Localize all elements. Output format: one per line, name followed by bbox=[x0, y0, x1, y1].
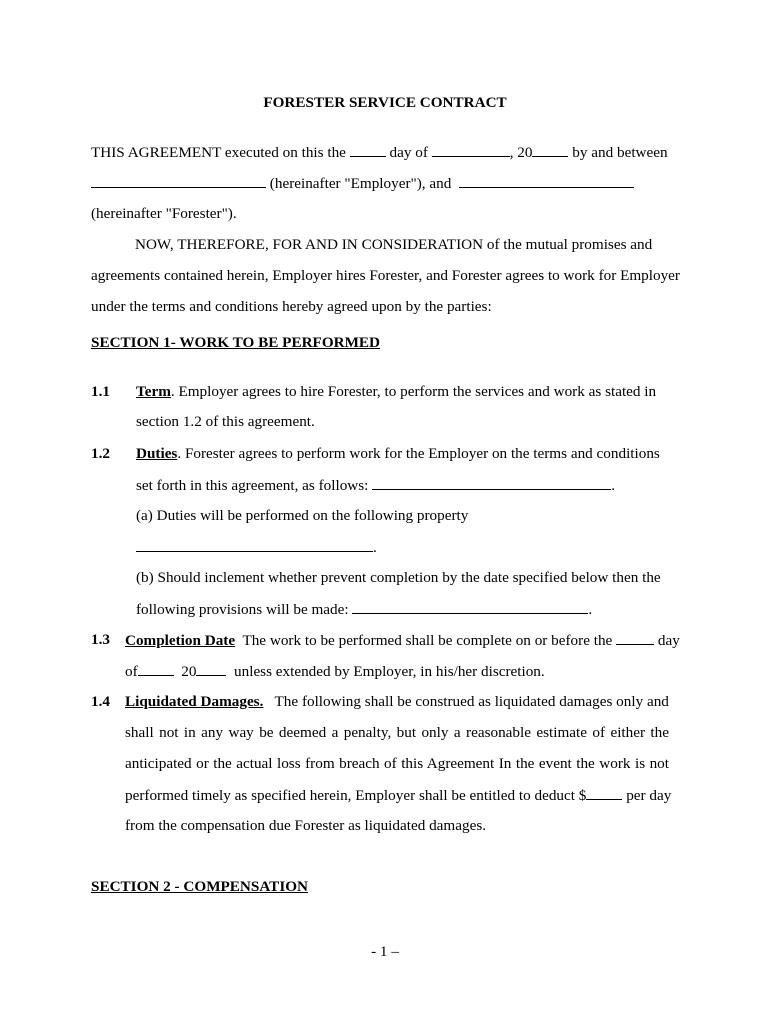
completion-year-blank[interactable] bbox=[196, 661, 226, 676]
clause-1-4-text-4: performed timely as specified herein, Employer shall be entitled to deduct $ bbox=[125, 787, 587, 804]
clause-1-3-year-prefix: 20 bbox=[181, 663, 197, 680]
intro-text-3: , 20 bbox=[509, 144, 533, 161]
clause-1-4-text: The following shall be construed as liquidated damages only and bbox=[274, 693, 669, 710]
month-blank[interactable] bbox=[432, 142, 510, 157]
section-2-heading: SECTION 2 - COMPENSATION bbox=[91, 878, 309, 895]
intro-line bbox=[91, 142, 668, 163]
clause-1-2-a: (a) Duties will be performed on the following property bbox=[136, 507, 469, 524]
property-blank[interactable] bbox=[136, 537, 373, 552]
document-title: FORESTER SERVICE CONTRACT bbox=[263, 94, 507, 111]
employer-line bbox=[91, 173, 634, 194]
clause-1-4-line-3: anticipated or the actual loss from breach of this Agreement In the event the work is not bbox=[125, 755, 669, 772]
completion-month-blank[interactable] bbox=[138, 661, 174, 676]
clause-1-2-b-line-1: (b) Should inclement whether prevent completion by the date specified below then the bbox=[136, 569, 661, 586]
provisions-blank[interactable] bbox=[352, 599, 588, 614]
clause-1-1-line-1 bbox=[136, 382, 656, 402]
day-blank[interactable] bbox=[350, 142, 386, 157]
forester-name-blank[interactable] bbox=[459, 173, 634, 188]
clause-1-2-line-1 bbox=[136, 444, 660, 464]
clause-1-3-number: 1.3 bbox=[91, 631, 110, 648]
clause-1-2-line-2-text: set forth in this agreement, as follows: bbox=[136, 477, 369, 494]
whereas-line-1: NOW, THEREFORE, FOR AND IN CONSIDERATION of the mutual promises and bbox=[135, 236, 653, 253]
clause-1-4-number: 1.4 bbox=[91, 693, 110, 710]
whereas-line-2: agreements contained herein, Employer hires Forester, and Forester agrees to work for Employer bbox=[91, 267, 680, 284]
clause-1-3-of: of bbox=[125, 663, 138, 680]
clause-1-1-term: Term bbox=[136, 383, 171, 400]
employer-name-blank[interactable] bbox=[91, 173, 266, 188]
section-1-heading: SECTION 1- WORK TO BE PERFORMED bbox=[91, 334, 381, 351]
clause-1-4-line-1 bbox=[125, 692, 669, 712]
clause-1-3-text: The work to be performed shall be complete on or before the bbox=[242, 632, 613, 649]
clause-1-1-text: . Employer agrees to hire Forester, to perform the services and work as stated in bbox=[170, 383, 657, 400]
clause-1-4-line-4 bbox=[125, 785, 671, 806]
clause-1-3-day-word: day bbox=[657, 632, 680, 649]
clause-1-2-b-line-2-text: following provisions will be made: bbox=[136, 601, 349, 618]
clause-1-2-b-line-2: following provisions will be made: . bbox=[136, 601, 593, 618]
clause-1-1-line-2: section 1.2 of this agreement. bbox=[136, 413, 315, 430]
damages-amount-blank[interactable] bbox=[586, 785, 622, 800]
clause-1-3-line-2 bbox=[125, 661, 545, 682]
intro-text-4: by and between bbox=[572, 144, 668, 161]
clause-1-3-term: Completion Date bbox=[125, 632, 236, 649]
clause-1-4-line-2: shall not in any way be deemed a penalty, but only a reasonable estimate of either the bbox=[125, 724, 669, 741]
year-blank[interactable] bbox=[532, 142, 568, 157]
clause-1-3-text-2: unless extended by Employer, in his/her discretion. bbox=[234, 663, 545, 680]
intro-text-2: day of bbox=[389, 144, 428, 161]
clause-1-2-line-2: set forth in this agreement, as follows: . bbox=[136, 477, 615, 494]
clause-1-4-per-day: per day bbox=[626, 787, 672, 804]
clause-1-1-number: 1.1 bbox=[91, 383, 110, 400]
clause-1-2-term: Duties bbox=[136, 445, 178, 462]
whereas-line-3: under the terms and conditions hereby agreed upon by the parties: bbox=[91, 298, 492, 315]
completion-day-blank[interactable] bbox=[616, 630, 654, 645]
intro-text-1: THIS AGREEMENT executed on this the bbox=[91, 144, 346, 161]
clause-1-2-number: 1.2 bbox=[91, 445, 110, 462]
clause-1-4-term: Liquidated Damages. bbox=[125, 693, 264, 710]
forester-label: (hereinafter "Forester"). bbox=[91, 205, 237, 222]
employer-label: (hereinafter "Employer"), and bbox=[269, 175, 452, 192]
property-line: . bbox=[136, 537, 377, 558]
clause-1-2-text: . Forester agrees to perform work for the Employer on the terms and conditions bbox=[177, 445, 660, 462]
duties-blank[interactable] bbox=[372, 475, 611, 490]
page-number: - 1 – bbox=[371, 943, 399, 960]
clause-1-3-line-1 bbox=[125, 630, 680, 651]
clause-1-4-line-5: from the compensation due Forester as liquidated damages. bbox=[125, 817, 487, 834]
